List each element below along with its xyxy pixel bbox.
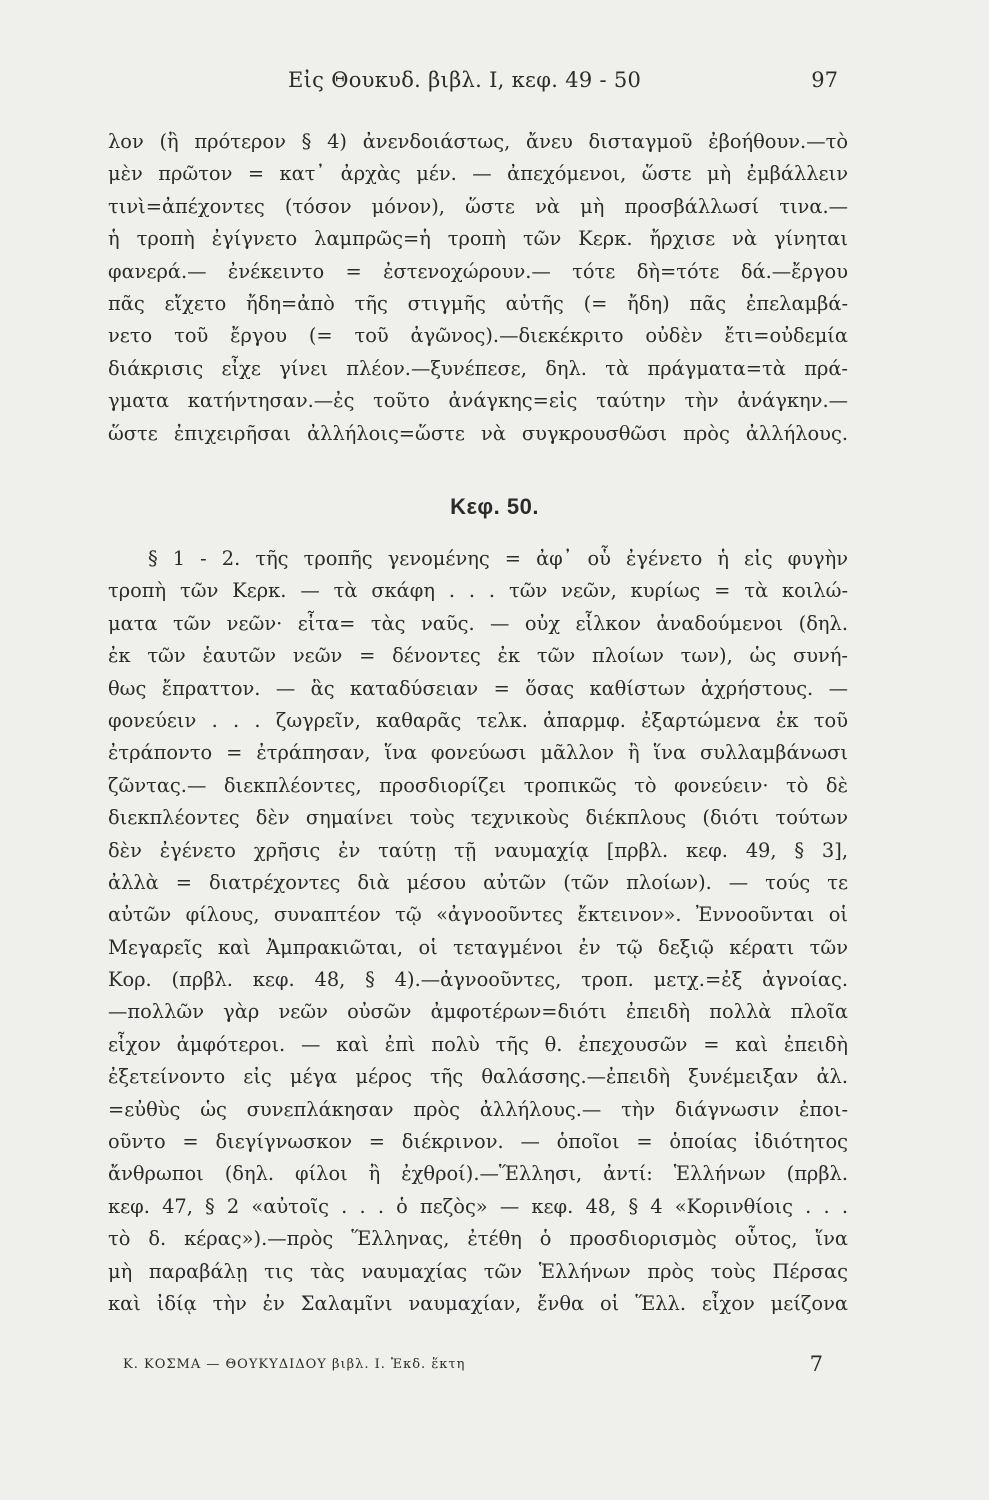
commentary-chapter-49 [108, 126, 848, 450]
text-line: ἐκ τῶν ἑαυτῶν νεῶν = δένοντες ἐκ τῶν πλοίων των), ὡς συνή- [108, 644, 848, 668]
text-line: ἀλλὰ = διατρέχοντες διὰ μέσου αὐτῶν (τῶν πλοίων). — τούς τε [108, 870, 848, 894]
text-line: ζῶντας.— διεκπλέοντες, προσδιορίζει τροπικῶς τὸ φονεύειν· τὸ δὲ [108, 773, 848, 797]
page-header [108, 68, 838, 100]
text-line: ὥστε ἐπιχειρῆσαι ἀλλήλοις=ὥστε νὰ συγκρουσθῶσι πρὸς ἀλλήλους. [108, 421, 848, 445]
text-line: καὶ ἰδίᾳ τὴν ἐν Σαλαμῖνι ναυμαχίαν, ἔνθα οἱ Ἕλλ. εἶχον μείζονα [108, 1291, 848, 1315]
chapter-heading: Κεφ. 50. [450, 494, 539, 519]
page-footer [123, 1354, 823, 1380]
signature-mark: 7 [809, 1352, 823, 1376]
text-line: μὴ παραβάλῃ τις τὰς ναυμαχίας τῶν Ἑλλήνων πρὸς τοὺς Πέρσας [108, 1259, 848, 1283]
text-line: οῦντο = διεγίγνωσκον = διέκρινον. — ὁποῖοι = ὁποίας ἰδιότητος [108, 1130, 848, 1154]
text-line: —πολλῶν γὰρ νεῶν οὐσῶν ἀμφοτέρων=διότι ἐπειδὴ πολλὰ πλοῖα [108, 1000, 848, 1024]
printer-credit: Κ. ΚΟΣΜΑ — ΘΟΥΚΥΔΙΔΟΥ βιβλ. Ι. Ἐκδ. ἕκτη [123, 1357, 466, 1372]
text-line: Μεγαρεῖς καὶ Ἀμπρακιῶται, οἱ τεταγμένοι ἐν τῷ δεξιῷ κέρατι τῶν [108, 935, 848, 959]
page-number: 97 [811, 68, 838, 92]
text-line: θως ἔπραττον. — ἃς καταδύσειαν = ὅσας καθίστων ἀχρήστους. — [108, 676, 848, 700]
text-line: ἄνθρωποι (δηλ. φίλοι ἢ ἐχθροί).—Ἕλλησι, ἀντί: Ἑλλήνων (πρβλ. [108, 1162, 848, 1186]
text-line: πᾶς εἴχετο ἤδη=ἀπὸ τῆς στιγμῆς αὐτῆς (= ἤδη) πᾶς ἐπελαμβά- [108, 291, 848, 315]
text-line: φονεύειν . . . ζωγρεῖν, καθαρᾶς τελκ. ἀπαρμφ. ἐξαρτώμενα ἐκ τοῦ [108, 708, 848, 732]
text-line: διάκρισις εἶχε γίνει πλέον.—ξυνέπεσε, δηλ. τὰ πράγματα=τὰ πρά- [108, 356, 848, 380]
text-line: αὐτῶν φίλους, συναπτέον τῷ «ἀγνοοῦντες ἔκτεινον». Ἐννοοῦνται οἱ [108, 903, 848, 927]
text-line: τροπὴ τῶν Κερκ. — τὰ σκάφη . . . τῶν νεῶν, κυρίως = τὰ κοιλώ- [108, 579, 848, 603]
text-line: κεφ. 47, § 2 «αὐτοῖς . . . ὁ πεζὸς» — κεφ. 48, § 4 «Κορινθίοις . . . [108, 1194, 848, 1218]
text-line: γματα κατήντησαν.—ἐς τοῦτο ἀνάγκης=εἰς ταύτην τὴν ἀνάγκην.— [108, 389, 848, 413]
text-line: εἶχον ἀμφότεροι. — καὶ ἐπὶ πολὺ τῆς θ. ἐπεχουσῶν = καὶ ἐπειδὴ [108, 1032, 848, 1056]
text-line: ματα τῶν νεῶν· εἶτα= τὰς ναῦς. — οὐχ εἷλκον ἀναδούμενοι (δηλ. [108, 611, 848, 635]
text-line: τινὶ=ἀπέχοντες (τόσον μόνον), ὥστε νὰ μὴ προσβάλλωσί τινα.— [108, 194, 848, 218]
text-line: λον (ἢ πρότερον § 4) ἀνενδοιάστως, ἄνευ δισταγμοῦ ἐβοήθουν.—τὸ [108, 130, 848, 153]
text-line: νετο τοῦ ἔργου (= τοῦ ἀγῶνος).—διεκέκριτο οὐδὲν ἔτι=οὐδεμία [108, 324, 848, 348]
text-line: ἐτράποντο = ἐτράπησαν, ἵνα φονεύωσι μᾶλλον ἢ ἵνα συλλαμβάνωσι [108, 741, 848, 765]
text-line: φανερά.— ἐνέκειντο = ἐστενοχώρουν.— τότε δὴ=τότε δά.—ἔργου [108, 259, 848, 283]
text-line: =εὐθὺς ὡς συνεπλάκησαν πρὸς ἀλλήλους.— τὴν διάγνωσιν ἐποι- [108, 1097, 848, 1121]
text-line: Κορ. (πρβλ. κεφ. 48, § 4).—ἀγνοοῦντες, τροπ. μετχ.=ἐξ ἀγνοίας. [108, 968, 848, 992]
text-line: ἡ τροπὴ ἐγίγνετο λαμπρῶς=ἡ τροπὴ τῶν Κερκ. ἤρχισε νὰ γίνηται [108, 227, 848, 251]
text-line: § 1 - 2. τῆς τροπῆς γενομένης = ἀφ᾿ οὗ ἐγένετο ἡ εἰς φυγὴν [148, 547, 848, 570]
running-head: Εἰς Θουκυδ. βιβλ. Ι, κεφ. 49 - 50 [288, 68, 642, 92]
text-line: διεκπλέοντες δὲν σημαίνει τοὺς τεχνικοὺς διέκπλους (διότι τούτων [108, 806, 848, 830]
text-line: ἐξετείνοντο εἰς μέγα μέρος τῆς θαλάσσης.—ἐπειδὴ ξυνέμειξαν ἀλ. [108, 1065, 848, 1089]
commentary-chapter-50 [108, 543, 848, 1320]
text-line: μὲν πρῶτον = κατ᾿ ἀρχὰς μέν. — ἀπεχόμενοι, ὥστε μὴ ἐμβάλλειν [108, 162, 848, 186]
text-line: δὲν ἐγένετο χρῆσις ἐν ταύτῃ τῇ ναυμαχίᾳ [πρβλ. κεφ. 49, § 3], [108, 838, 848, 862]
text-line: τὸ δ. κέρας»).—πρὸς Ἕλληνας, ἐτέθη ὁ προσδιορισμὸς οὗτος, ἵνα [108, 1227, 848, 1251]
